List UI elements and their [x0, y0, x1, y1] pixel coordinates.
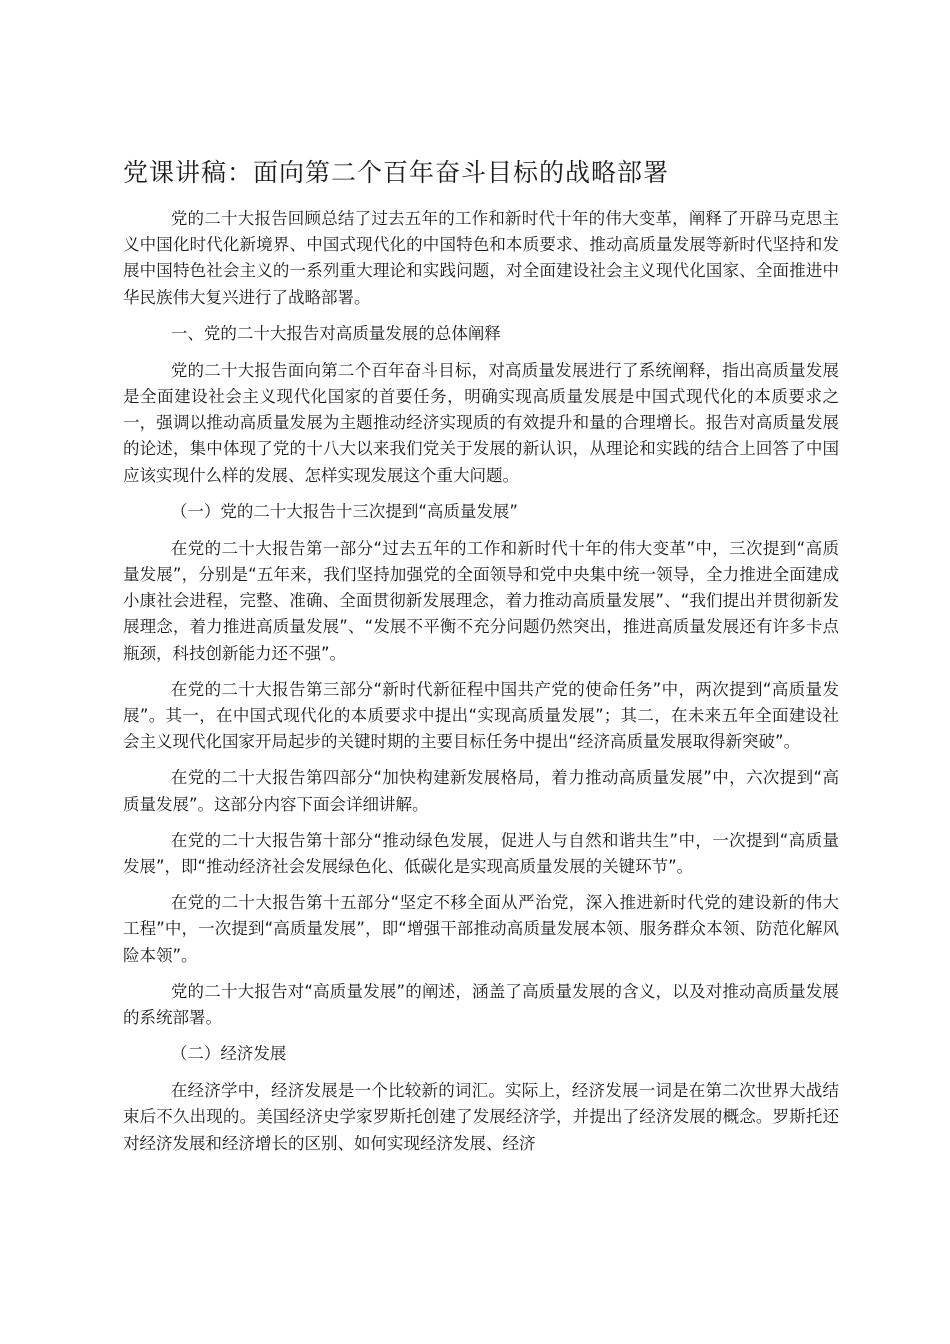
paragraph: 在经济学中，经济发展是一个比较新的词汇。实际上，经济发展一词是在第二次世界大战结束后不久出现的。美国经济史学家罗斯托创建了发展经济学，并提出了经济发展的概念。罗斯托还对经济发展和经济增长的区别、如何实现经济发展、经济: [123, 1081, 839, 1153]
paragraph: 在党的二十大报告第十部分“推动绿色发展，促进人与自然和谐共生”中，一次提到“高质量发展”，即“推动经济社会发展绿色化、低碳化是实现高质量发展的关键环节”。: [123, 830, 839, 877]
subsection-heading-1: （一）党的二十大报告十三次提到“高质量发展”: [170, 501, 518, 521]
paragraph: 党的二十大报告面向第二个百年奋斗目标，对高质量发展进行了系统阐释，指出高质量发展是全面建设社会主义现代化国家的首要任务，明确实现高质量发展是中国式现代化的本质要求之一，强调以推动高质量发展为主题推动经济实现质的有效提升和量的合理增长。报告对高质量发展的论述，集中体现了党的十八大以来我们党关于发展的新认识，从理论和实践的结合上回答了中国应该实现什么样的发展、怎样实现发展这个重大问题。: [123, 360, 839, 485]
paragraph: 在党的二十大报告第一部分“过去五年的工作和新时代十年的伟大变革”中，三次提到“高质量发展”，分别是“五年来，我们坚持加强党的全面领导和党中央集中统一领导，全力推进全面建成小康社会进程，完整、准确、全面贯彻新发展理念，着力推动高质量发展”、“我们提出并贯彻新发展理念，着力推进高质量发展”、“发展不平衡不充分问题仍然突出，推进高质量发展还有许多卡点瓶颈，科技创新能力还不强”。: [123, 538, 839, 663]
paragraph: 在党的二十大报告第四部分“加快构建新发展格局，着力推动高质量发展”中，六次提到“高质量发展”。这部分内容下面会详细讲解。: [123, 768, 839, 814]
paragraph: 在党的二十大报告第十五部分“坚定不移全面从严治党，深入推进新时代党的建设新的伟大工程”中，一次提到“高质量发展”，即“增强干部推动高质量发展本领、服务群众本领、防范化解风险本领”。: [123, 893, 839, 965]
document-title: 党课讲稿：面向第二个百年奋斗目标的战略部署: [123, 158, 670, 187]
paragraph: 党的二十大报告对“高质量发展”的阐述，涵盖了高质量发展的含义，以及对推动高质量发展的系统部署。: [123, 981, 839, 1028]
document-page: [123, 154, 839, 1167]
subsection-heading-2: （二）经济发展: [170, 1044, 287, 1064]
paragraph: 在党的二十大报告第三部分“新时代新征程中国共产党的使命任务”中，两次提到“高质量发展”。其一，在中国式现代化的本质要求中提出“实现高质量发展”；其二，在未来五年全面建设社会主义现代化国家开局起步的关键时期的主要目标任务中提出“经济高质量发展取得新突破”。: [123, 679, 839, 752]
section-heading-1: 一、党的二十大报告对高质量发展的总体阐释: [170, 323, 501, 343]
paragraph-intro: 党的二十大报告回顾总结了过去五年的工作和新时代十年的伟大变革，阐释了开辟马克思主义中国化时代化新境界、中国式现代化的中国特色和本质要求、推动高质量发展等新时代坚持和发展中国特色社会主义的一系列重大理论和实践问题，对全面建设社会主义现代化国家、全面推进中华民族伟大复兴进行了战略部署。: [123, 209, 839, 307]
